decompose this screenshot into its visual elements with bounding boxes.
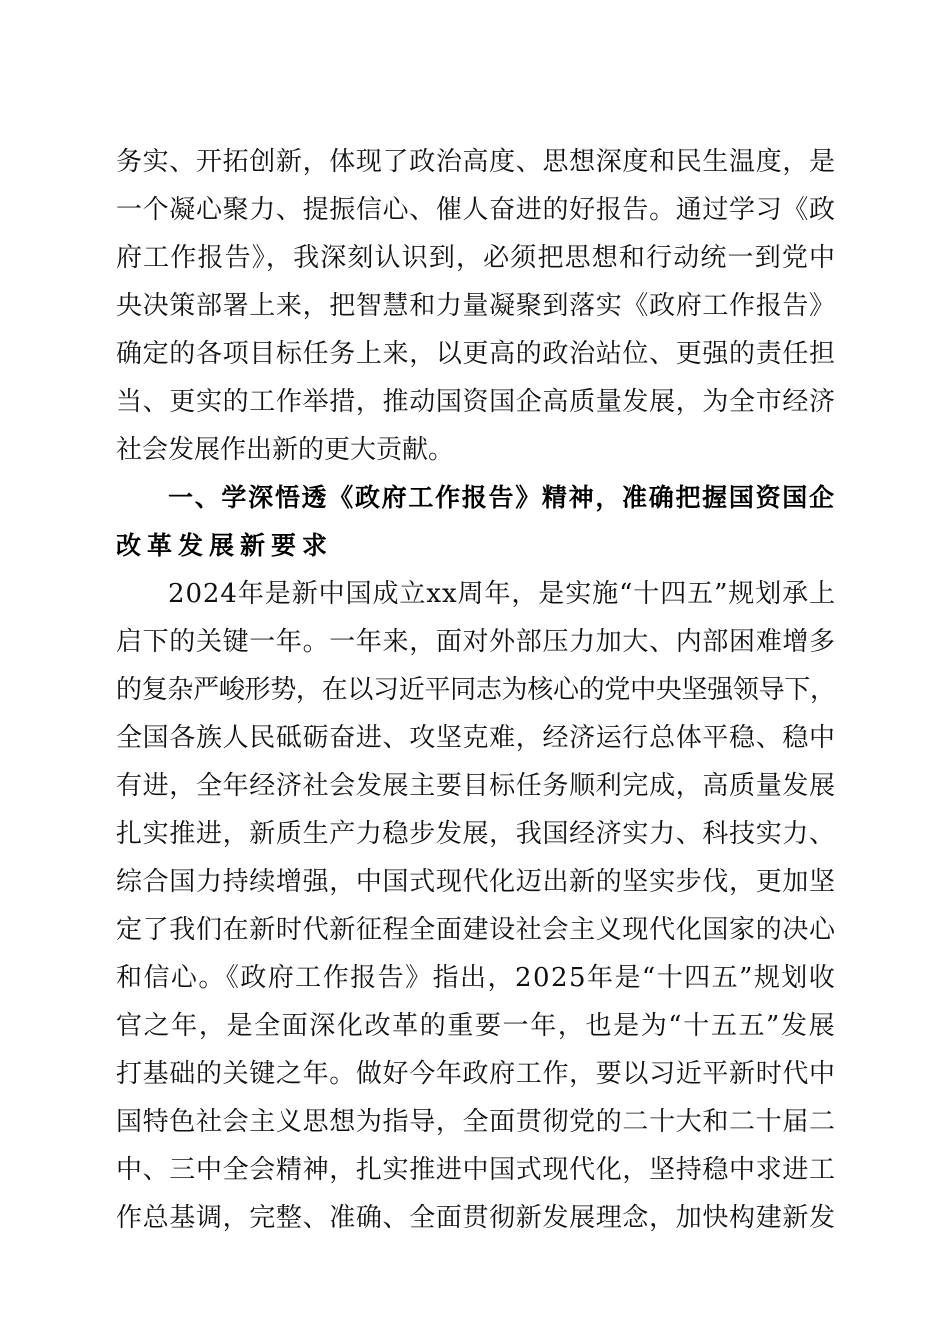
- intro-line: 务实、开拓创新，体现了政治高度、思想深度和民生温度，是: [116, 147, 836, 177]
- body-line: 作总基调，完整、准确、全面贯彻新发展理念，加快构建新发: [116, 1203, 836, 1233]
- intro-line: 当、更实的工作举措，推动国资国企高质量发展，为全市经济: [116, 387, 836, 417]
- body-line: 的复杂严峻形势，在以习近平同志为核心的党中央坚强领导下，: [116, 675, 836, 705]
- intro-line: 社会发展作出新的更大贡献。: [116, 435, 455, 465]
- body-line: 有进，全年经济社会发展主要目标任务顺利完成，高质量发展: [116, 771, 836, 801]
- section-heading: 一、学深悟透《政府工作报告》精神，准确把握国资国企: [168, 483, 836, 512]
- intro-line: 府工作报告》，我深刻认识到，必须把思想和行动统一到党中: [116, 243, 837, 273]
- body-line: 官之年，是全面深化改革的重要一年，也是为“十五五”发展: [116, 1011, 837, 1041]
- section-heading: 改革发展新要求: [116, 531, 334, 560]
- body-line: 全国各族人民砥砺奋进、攻坚克难，经济运行总体平稳、稳中: [116, 723, 836, 753]
- body-line: 扎实推进，新质生产力稳步发展，我国经济实力、科技实力、: [116, 819, 836, 849]
- body-line: 定了我们在新时代新征程全面建设社会主义现代化国家的决心: [116, 915, 836, 945]
- body-line: 国特色社会主义思想为指导，全面贯彻党的二十大和二十届二: [116, 1107, 836, 1137]
- body-line: 和信心。《政府工作报告》指出，2025年是“十四五”规划收: [116, 963, 837, 993]
- body-line: 2024年是新中国成立xx周年，是实施“十四五”规划承上: [168, 579, 837, 609]
- intro-line: 央决策部署上来，把智慧和力量凝聚到落实《政府工作报告》: [116, 291, 836, 321]
- intro-line: 一个凝心聚力、提振信心、催人奋进的好报告。通过学习《政: [116, 195, 836, 225]
- body-line: 综合国力持续增强，中国式现代化迈出新的坚实步伐，更加坚: [116, 867, 836, 897]
- body-line: 中、三中全会精神，扎实推进中国式现代化，坚持稳中求进工: [116, 1155, 836, 1185]
- body-line: 启下的关键一年。一年来，面对外部压力加大、内部困难增多: [116, 627, 836, 657]
- body-line: 打基础的关键之年。做好今年政府工作，要以习近平新时代中: [116, 1059, 836, 1089]
- intro-line: 确定的各项目标任务上来，以更高的政治站位、更强的责任担: [116, 339, 836, 369]
